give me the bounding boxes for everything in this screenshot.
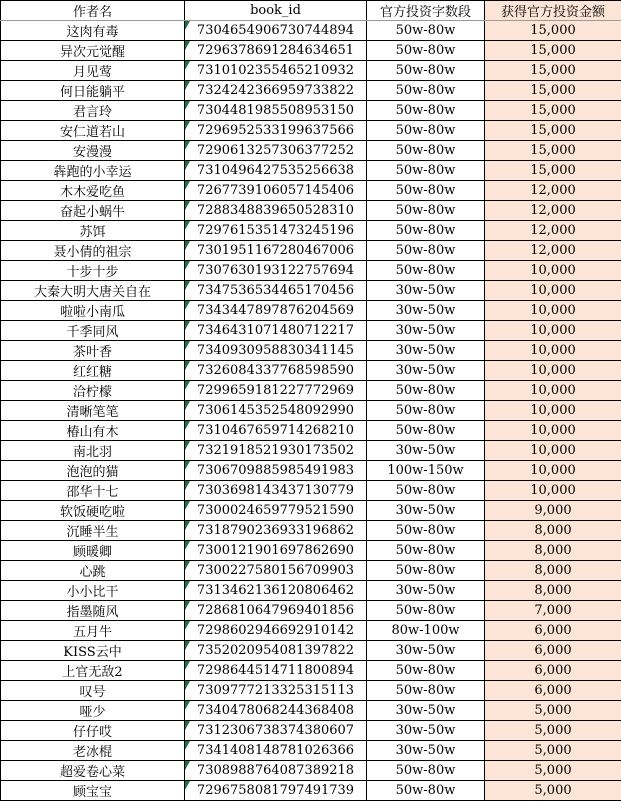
table-row bbox=[1, 441, 621, 461]
range-cell[interactable]: 50w-80w bbox=[367, 661, 485, 681]
book-id-cell[interactable] bbox=[185, 381, 367, 401]
book-id-cell[interactable] bbox=[185, 621, 367, 641]
number-stored-as-text-indicator-icon bbox=[185, 481, 190, 490]
number-stored-as-text-indicator-icon bbox=[185, 701, 190, 710]
range-cell[interactable]: 50w-80w bbox=[367, 221, 485, 241]
author-cell[interactable]: 心跳 bbox=[1, 561, 185, 581]
book-id-value: 7303698143437130779 bbox=[197, 483, 354, 498]
amount-cell[interactable]: 5,000 bbox=[485, 721, 621, 741]
number-stored-as-text-indicator-icon bbox=[185, 581, 190, 590]
table-row bbox=[1, 621, 621, 641]
book-id-cell[interactable] bbox=[185, 401, 367, 421]
author-cell[interactable]: 君言玲 bbox=[1, 101, 185, 121]
amount-cell[interactable]: 10,000 bbox=[485, 281, 621, 301]
table-row bbox=[1, 761, 621, 781]
range-cell[interactable]: 50w-80w bbox=[367, 541, 485, 561]
amount-cell[interactable]: 15,000 bbox=[485, 61, 621, 81]
book-id-cell[interactable] bbox=[185, 121, 367, 141]
number-stored-as-text-indicator-icon bbox=[185, 461, 190, 470]
amount-cell[interactable]: 15,000 bbox=[485, 121, 621, 141]
table-row bbox=[1, 321, 621, 341]
book-id-value: 7298602946692910142 bbox=[197, 623, 354, 638]
author-cell[interactable]: 奋起小蜗牛 bbox=[1, 201, 185, 221]
book-id-value: 7299659181227772969 bbox=[197, 383, 354, 398]
table-row bbox=[1, 181, 621, 201]
number-stored-as-text-indicator-icon bbox=[185, 421, 190, 430]
amount-cell[interactable]: 15,000 bbox=[485, 81, 621, 101]
range-cell[interactable]: 50w-80w bbox=[367, 181, 485, 201]
table-row bbox=[1, 81, 621, 101]
table-row bbox=[1, 581, 621, 601]
number-stored-as-text-indicator-icon bbox=[185, 561, 190, 570]
number-stored-as-text-indicator-icon bbox=[185, 261, 190, 270]
book-id-cell[interactable] bbox=[185, 201, 367, 221]
amount-cell[interactable]: 12,000 bbox=[485, 201, 621, 221]
table-row bbox=[1, 41, 621, 61]
book-id-cell[interactable] bbox=[185, 61, 367, 81]
book-id-value: 7310467659714268210 bbox=[197, 423, 354, 438]
book-id-value: 7309777213325315113 bbox=[197, 683, 354, 698]
col-header-range[interactable]: 官方投资字数段 bbox=[367, 1, 485, 21]
book-id-value: 7267739106057145406 bbox=[197, 183, 354, 198]
number-stored-as-text-indicator-icon bbox=[185, 761, 190, 770]
author-cell[interactable]: 洽柠檬 bbox=[1, 381, 185, 401]
author-cell[interactable]: 指墨随风 bbox=[1, 601, 185, 621]
amount-cell[interactable]: 6,000 bbox=[485, 661, 621, 681]
book-id-value: 7343447897876204569 bbox=[197, 303, 354, 318]
table-row bbox=[1, 521, 621, 541]
amount-cell[interactable]: 15,000 bbox=[485, 41, 621, 61]
table-row bbox=[1, 481, 621, 501]
table-row bbox=[1, 661, 621, 681]
author-cell[interactable]: 安仁道若山 bbox=[1, 121, 185, 141]
amount-cell[interactable]: 5,000 bbox=[485, 781, 621, 801]
book-id-cell[interactable] bbox=[185, 441, 367, 461]
amount-cell[interactable]: 10,000 bbox=[485, 441, 621, 461]
table-row bbox=[1, 381, 621, 401]
book-id-value: 7340478068244368408 bbox=[197, 703, 354, 718]
amount-cell[interactable]: 5,000 bbox=[485, 741, 621, 761]
range-cell[interactable]: 30w-50w bbox=[367, 341, 485, 361]
book-id-cell[interactable] bbox=[185, 281, 367, 301]
book-id-cell[interactable] bbox=[185, 221, 367, 241]
author-cell[interactable]: 啦啦小南瓜 bbox=[1, 301, 185, 321]
book-id-cell[interactable] bbox=[185, 141, 367, 161]
number-stored-as-text-indicator-icon bbox=[185, 681, 190, 690]
author-cell[interactable]: 叹号 bbox=[1, 681, 185, 701]
amount-cell[interactable]: 10,000 bbox=[485, 261, 621, 281]
range-cell[interactable]: 50w-80w bbox=[367, 761, 485, 781]
number-stored-as-text-indicator-icon bbox=[185, 41, 190, 50]
book-id-value: 7318790236933196862 bbox=[197, 523, 354, 538]
range-cell[interactable]: 50w-80w bbox=[367, 561, 485, 581]
number-stored-as-text-indicator-icon bbox=[185, 321, 190, 330]
table-row bbox=[1, 301, 621, 321]
table-row bbox=[1, 701, 621, 721]
amount-cell[interactable]: 6,000 bbox=[485, 681, 621, 701]
table-row bbox=[1, 781, 621, 801]
number-stored-as-text-indicator-icon bbox=[185, 241, 190, 250]
book-id-cell[interactable] bbox=[185, 521, 367, 541]
author-cell[interactable]: 聂小倩的祖宗 bbox=[1, 241, 185, 261]
table-row bbox=[1, 281, 621, 301]
book-id-value: 7290613257306377252 bbox=[197, 143, 354, 158]
amount-cell[interactable]: 8,000 bbox=[485, 581, 621, 601]
range-cell[interactable]: 50w-80w bbox=[367, 261, 485, 281]
number-stored-as-text-indicator-icon bbox=[185, 301, 190, 310]
amount-cell[interactable]: 12,000 bbox=[485, 221, 621, 241]
range-cell[interactable]: 30w-50w bbox=[367, 321, 485, 341]
author-cell[interactable]: 仔仔哎 bbox=[1, 721, 185, 741]
book-id-value: 7307630193122757694 bbox=[197, 263, 354, 278]
author-cell[interactable]: KISS云中 bbox=[1, 641, 185, 661]
book-id-cell[interactable] bbox=[185, 721, 367, 741]
book-id-cell[interactable] bbox=[185, 41, 367, 61]
table-row bbox=[1, 261, 621, 281]
book-id-value: 7296952533199637566 bbox=[197, 123, 354, 138]
range-cell[interactable]: 100w-150w bbox=[367, 461, 485, 481]
amount-cell[interactable]: 9,000 bbox=[485, 501, 621, 521]
book-id-cell[interactable] bbox=[185, 761, 367, 781]
table-row bbox=[1, 541, 621, 561]
book-id-cell[interactable] bbox=[185, 581, 367, 601]
book-id-value: 7340930958830341145 bbox=[197, 343, 354, 358]
range-cell[interactable]: 30w-50w bbox=[367, 581, 485, 601]
author-cell[interactable]: 上官无敌2 bbox=[1, 661, 185, 681]
book-id-value: 7306709885985491983 bbox=[197, 463, 354, 478]
book-id-cell[interactable] bbox=[185, 701, 367, 721]
book-id-cell[interactable] bbox=[185, 341, 367, 361]
author-cell[interactable]: 茶叶香 bbox=[1, 341, 185, 361]
book-id-value: 7306145352548092990 bbox=[197, 403, 354, 418]
number-stored-as-text-indicator-icon bbox=[185, 661, 190, 670]
author-cell[interactable]: 椿山有木 bbox=[1, 421, 185, 441]
number-stored-as-text-indicator-icon bbox=[185, 741, 190, 750]
book-id-cell[interactable] bbox=[185, 481, 367, 501]
table-row bbox=[1, 101, 621, 121]
book-id-cell[interactable] bbox=[185, 461, 367, 481]
author-cell[interactable]: 五月牛 bbox=[1, 621, 185, 641]
book-id-value: 7300024659779521590 bbox=[197, 503, 354, 518]
amount-cell[interactable]: 10,000 bbox=[485, 461, 621, 481]
book-id-value: 7296378691284634651 bbox=[197, 43, 354, 58]
table-row bbox=[1, 121, 621, 141]
book-id-cell[interactable] bbox=[185, 21, 367, 41]
book-id-cell[interactable] bbox=[185, 661, 367, 681]
number-stored-as-text-indicator-icon bbox=[185, 641, 190, 650]
range-cell[interactable]: 50w-80w bbox=[367, 681, 485, 701]
amount-cell[interactable]: 7,000 bbox=[485, 601, 621, 621]
table-row bbox=[1, 561, 621, 581]
amount-cell[interactable]: 10,000 bbox=[485, 301, 621, 321]
col-header-author[interactable]: 作者名 bbox=[1, 1, 185, 21]
table-row bbox=[1, 241, 621, 261]
book-id-value: 7347536534465170456 bbox=[197, 283, 354, 298]
author-cell[interactable]: 南北羽 bbox=[1, 441, 185, 461]
number-stored-as-text-indicator-icon bbox=[185, 781, 190, 790]
number-stored-as-text-indicator-icon bbox=[185, 81, 190, 90]
amount-cell[interactable]: 10,000 bbox=[485, 341, 621, 361]
amount-cell[interactable]: 6,000 bbox=[485, 641, 621, 661]
author-cell[interactable]: 大秦大明大唐关自在 bbox=[1, 281, 185, 301]
amount-cell[interactable]: 6,000 bbox=[485, 621, 621, 641]
author-cell[interactable]: 木木爱吃鱼 bbox=[1, 181, 185, 201]
table-row bbox=[1, 361, 621, 381]
table-row bbox=[1, 681, 621, 701]
book-id-cell[interactable] bbox=[185, 161, 367, 181]
book-id-value: 7312306738374380607 bbox=[197, 723, 354, 738]
book-id-value: 7313462136120806462 bbox=[197, 583, 354, 598]
amount-cell[interactable]: 10,000 bbox=[485, 321, 621, 341]
range-cell[interactable]: 50w-80w bbox=[367, 241, 485, 261]
book-id-cell[interactable] bbox=[185, 641, 367, 661]
number-stored-as-text-indicator-icon bbox=[185, 21, 190, 30]
number-stored-as-text-indicator-icon bbox=[185, 541, 190, 550]
range-cell[interactable]: 30w-50w bbox=[367, 721, 485, 741]
amount-cell[interactable]: 15,000 bbox=[485, 141, 621, 161]
author-cell[interactable]: 老冰棍 bbox=[1, 741, 185, 761]
range-cell[interactable]: 30w-50w bbox=[367, 501, 485, 521]
book-id-value: 7346431071480712217 bbox=[197, 323, 354, 338]
range-cell[interactable]: 30w-50w bbox=[367, 701, 485, 721]
number-stored-as-text-indicator-icon bbox=[185, 601, 190, 610]
col-header-book-id[interactable]: book_id bbox=[185, 1, 367, 21]
book-id-value: 7296758081797491739 bbox=[197, 783, 354, 798]
book-id-value: 7304481985508953150 bbox=[197, 103, 354, 118]
author-cell[interactable]: 泡泡的猫 bbox=[1, 461, 185, 481]
number-stored-as-text-indicator-icon bbox=[185, 221, 190, 230]
amount-cell[interactable]: 8,000 bbox=[485, 521, 621, 541]
range-cell[interactable]: 30w-50w bbox=[367, 301, 485, 321]
book-id-cell[interactable] bbox=[185, 241, 367, 261]
author-cell[interactable]: 月见莺 bbox=[1, 61, 185, 81]
author-cell[interactable]: 十步十步 bbox=[1, 261, 185, 281]
book-id-value: 7324242366959733822 bbox=[197, 83, 354, 98]
author-cell[interactable]: 苏饵 bbox=[1, 221, 185, 241]
author-cell[interactable]: 顾宝宝 bbox=[1, 781, 185, 801]
amount-cell[interactable]: 10,000 bbox=[485, 481, 621, 501]
range-cell[interactable]: 50w-80w bbox=[367, 81, 485, 101]
range-cell[interactable]: 30w-50w bbox=[367, 441, 485, 461]
amount-cell[interactable]: 8,000 bbox=[485, 541, 621, 561]
number-stored-as-text-indicator-icon bbox=[185, 61, 190, 70]
amount-cell[interactable]: 15,000 bbox=[485, 101, 621, 121]
table-row bbox=[1, 341, 621, 361]
number-stored-as-text-indicator-icon bbox=[185, 121, 190, 130]
author-cell[interactable]: 何日能躺平 bbox=[1, 81, 185, 101]
table-row bbox=[1, 161, 621, 181]
table-row bbox=[1, 601, 621, 621]
book-id-cell[interactable] bbox=[185, 681, 367, 701]
author-cell[interactable]: 清晰笔笔 bbox=[1, 401, 185, 421]
number-stored-as-text-indicator-icon bbox=[185, 161, 190, 170]
range-cell[interactable]: 30w-50w bbox=[367, 281, 485, 301]
table-row bbox=[1, 721, 621, 741]
table-row bbox=[1, 401, 621, 421]
author-cell[interactable]: 超爱卷心菜 bbox=[1, 761, 185, 781]
number-stored-as-text-indicator-icon bbox=[185, 281, 190, 290]
book-id-cell[interactable] bbox=[185, 601, 367, 621]
range-cell[interactable]: 50w-80w bbox=[367, 381, 485, 401]
author-cell[interactable]: 沉睡半生 bbox=[1, 521, 185, 541]
range-cell[interactable]: 30w-50w bbox=[367, 641, 485, 661]
range-cell[interactable]: 50w-80w bbox=[367, 61, 485, 81]
author-cell[interactable]: 邵华十七 bbox=[1, 481, 185, 501]
book-id-value: 7300121901697862690 bbox=[197, 543, 354, 558]
book-id-cell[interactable] bbox=[185, 181, 367, 201]
amount-cell[interactable]: 15,000 bbox=[485, 21, 621, 41]
table-row bbox=[1, 461, 621, 481]
author-cell[interactable]: 这肉有毒 bbox=[1, 21, 185, 41]
range-cell[interactable]: 50w-80w bbox=[367, 481, 485, 501]
book-id-value: 7308988764087389218 bbox=[197, 763, 354, 778]
table-row bbox=[1, 201, 621, 221]
number-stored-as-text-indicator-icon bbox=[185, 501, 190, 510]
book-id-value: 7310496427535256638 bbox=[197, 163, 354, 178]
range-cell[interactable]: 50w-80w bbox=[367, 101, 485, 121]
number-stored-as-text-indicator-icon bbox=[185, 101, 190, 110]
book-id-value: 7286810647969401856 bbox=[197, 603, 354, 618]
book-id-value: 7300227580156709903 bbox=[197, 563, 354, 578]
author-cell[interactable]: 异次元觉醒 bbox=[1, 41, 185, 61]
range-cell[interactable]: 50w-80w bbox=[367, 401, 485, 421]
table-row bbox=[1, 221, 621, 241]
amount-cell[interactable]: 10,000 bbox=[485, 421, 621, 441]
amount-cell[interactable]: 10,000 bbox=[485, 361, 621, 381]
number-stored-as-text-indicator-icon bbox=[185, 381, 190, 390]
author-cell[interactable]: 顾暖卿 bbox=[1, 541, 185, 561]
col-header-amount[interactable]: 获得官方投资金额 bbox=[485, 1, 621, 21]
book-id-value: 7341408148781026366 bbox=[197, 743, 354, 758]
author-cell[interactable]: 千季同风 bbox=[1, 321, 185, 341]
book-id-value: 7301951167280467006 bbox=[197, 243, 354, 258]
book-id-value: 7310102355465210932 bbox=[197, 63, 354, 78]
range-cell[interactable]: 50w-80w bbox=[367, 41, 485, 61]
header-row bbox=[1, 1, 621, 21]
table-row bbox=[1, 641, 621, 661]
table-row bbox=[1, 21, 621, 41]
amount-cell[interactable]: 5,000 bbox=[485, 701, 621, 721]
range-cell[interactable]: 50w-80w bbox=[367, 161, 485, 181]
book-id-cell[interactable] bbox=[185, 421, 367, 441]
number-stored-as-text-indicator-icon bbox=[185, 181, 190, 190]
table-row bbox=[1, 421, 621, 441]
book-id-cell[interactable] bbox=[185, 501, 367, 521]
number-stored-as-text-indicator-icon bbox=[185, 201, 190, 210]
author-cell[interactable]: 红红糖 bbox=[1, 361, 185, 381]
amount-cell[interactable]: 15,000 bbox=[485, 161, 621, 181]
book-id-value: 7288348839650528310 bbox=[197, 203, 354, 218]
book-id-cell[interactable] bbox=[185, 81, 367, 101]
amount-cell[interactable]: 10,000 bbox=[485, 381, 621, 401]
table-row bbox=[1, 501, 621, 521]
amount-cell[interactable]: 12,000 bbox=[485, 241, 621, 261]
table-row bbox=[1, 141, 621, 161]
amount-cell[interactable]: 12,000 bbox=[485, 181, 621, 201]
range-cell[interactable]: 30w-50w bbox=[367, 741, 485, 761]
book-id-value: 7352020954081397822 bbox=[197, 643, 354, 658]
number-stored-as-text-indicator-icon bbox=[185, 521, 190, 530]
book-id-value: 7304654906730744894 bbox=[197, 23, 354, 38]
author-cell[interactable]: 哑少 bbox=[1, 701, 185, 721]
author-cell[interactable]: 犇跑的小幸运 bbox=[1, 161, 185, 181]
range-cell[interactable]: 80w-100w bbox=[367, 621, 485, 641]
book-id-value: 7321918521930173502 bbox=[197, 443, 354, 458]
range-cell[interactable]: 50w-80w bbox=[367, 421, 485, 441]
book-id-cell[interactable] bbox=[185, 101, 367, 121]
book-id-cell[interactable] bbox=[185, 321, 367, 341]
book-id-value: 7326084337768598590 bbox=[197, 363, 354, 378]
range-cell[interactable]: 50w-80w bbox=[367, 201, 485, 221]
range-cell[interactable]: 50w-80w bbox=[367, 601, 485, 621]
number-stored-as-text-indicator-icon bbox=[185, 621, 190, 630]
amount-cell[interactable]: 10,000 bbox=[485, 401, 621, 421]
book-id-cell[interactable] bbox=[185, 261, 367, 281]
book-id-cell[interactable] bbox=[185, 301, 367, 321]
table-row bbox=[1, 61, 621, 81]
range-cell[interactable]: 50w-80w bbox=[367, 781, 485, 801]
number-stored-as-text-indicator-icon bbox=[185, 341, 190, 350]
author-cell[interactable]: 小小比干 bbox=[1, 581, 185, 601]
book-id-cell[interactable] bbox=[185, 361, 367, 381]
range-cell[interactable]: 50w-80w bbox=[367, 521, 485, 541]
number-stored-as-text-indicator-icon bbox=[185, 441, 190, 450]
range-cell[interactable]: 50w-80w bbox=[367, 21, 485, 41]
number-stored-as-text-indicator-icon bbox=[185, 401, 190, 410]
amount-cell[interactable]: 5,000 bbox=[485, 761, 621, 781]
book-id-cell[interactable] bbox=[185, 541, 367, 561]
range-cell[interactable]: 30w-50w bbox=[367, 361, 485, 381]
author-cell[interactable]: 安漫漫 bbox=[1, 141, 185, 161]
number-stored-as-text-indicator-icon bbox=[185, 361, 190, 370]
book-id-value: 7298644514711800894 bbox=[197, 663, 354, 678]
author-cell[interactable]: 软饭硬吃啦 bbox=[1, 501, 185, 521]
table-body bbox=[1, 21, 621, 801]
book-id-cell[interactable] bbox=[185, 561, 367, 581]
book-id-value: 7297615351473245196 bbox=[197, 223, 354, 238]
range-cell[interactable]: 50w-80w bbox=[367, 141, 485, 161]
number-stored-as-text-indicator-icon bbox=[185, 721, 190, 730]
amount-cell[interactable]: 8,000 bbox=[485, 561, 621, 581]
book-id-cell[interactable] bbox=[185, 781, 367, 801]
number-stored-as-text-indicator-icon bbox=[185, 141, 190, 150]
range-cell[interactable]: 50w-80w bbox=[367, 121, 485, 141]
